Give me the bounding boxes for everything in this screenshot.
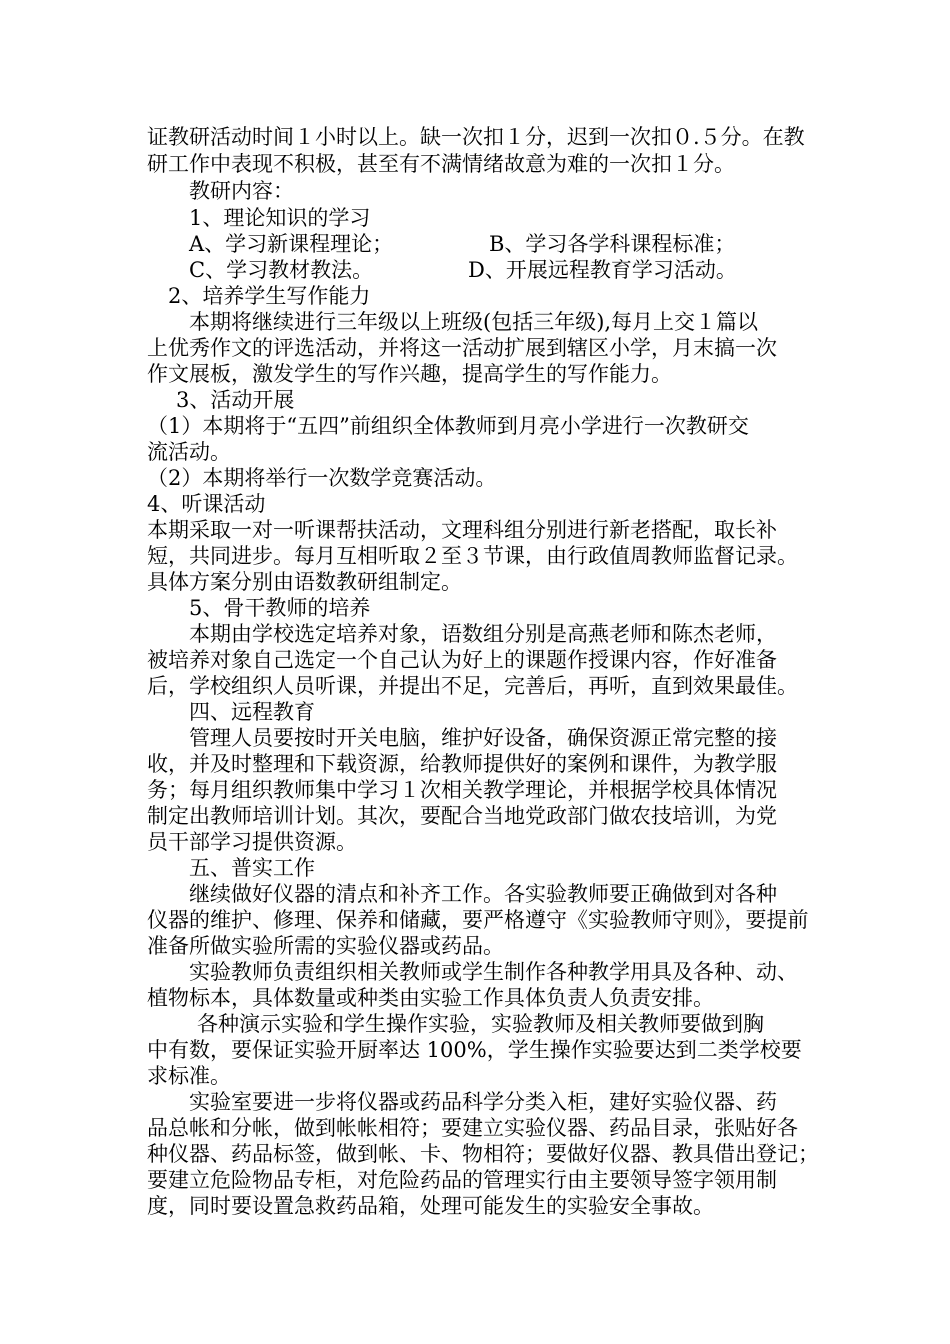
section-heading: 4、听课活动: [147, 492, 266, 516]
text-line: 继续做好仪器的清点和补齐工作。各实验教师要正确做到对各种: [189, 882, 777, 906]
text-line: 求标准。: [147, 1064, 231, 1088]
list-item: D、开展远程教育学习活动。: [468, 258, 737, 282]
text-line: 具体方案分别由语数教研组制定。: [147, 570, 462, 594]
text-line: （1）本期将于“五四”前组织全体教师到月亮小学进行一次教研交: [147, 414, 749, 438]
section-heading: 五、普实工作: [189, 856, 315, 880]
text-line: 要建立危险物品专柜，对危险药品的管理实行由主要领导签字领用制: [147, 1168, 777, 1192]
section-heading: 2、培养学生写作能力: [168, 284, 371, 308]
text-line: 证教研活动时间１小时以上。缺一次扣１分，迟到一次扣０.５分。在教: [147, 125, 805, 149]
text-line: 收，并及时整理和下载资源，给教师提供好的案例和课件，为教学服: [147, 752, 777, 776]
text-line: 本期采取一对一听课帮扶活动，文理科组分别进行新老搭配，取长补: [147, 518, 777, 542]
list-item: C、学习教材教法。: [189, 258, 374, 282]
text-line: 流活动。: [147, 440, 231, 464]
text-line: 制定出教师培训计划。其次，要配合当地党政部门做农技培训，为党: [147, 804, 777, 828]
text-line: 品总帐和分帐，做到帐帐相符；要建立实验仪器、药品目录，张贴好各: [147, 1116, 798, 1140]
list-item: A、学习新课程理论；: [189, 232, 394, 256]
text-line: 本期由学校选定培养对象，语数组分别是高燕老师和陈杰老师，: [189, 622, 777, 646]
section-heading: 3、活动开展: [176, 388, 295, 412]
text-line: 中有数，要保证实验开厨率达 100%，学生操作实验要达到二类学校要: [147, 1038, 802, 1062]
list-item: B、学习各学科课程标准；: [489, 232, 736, 256]
text-line: 员干部学习提供资源。: [147, 830, 357, 854]
text-line: 管理人员要按时开关电脑，维护好设备，确保资源正常完整的接: [189, 726, 777, 750]
text-line: 上优秀作文的评选活动，并将这一活动扩展到辖区小学，月末搞一次: [147, 336, 777, 360]
text-line: 被培养对象自己选定一个自己认为好上的课题作授课内容，作好准备: [147, 648, 777, 672]
text-line: 仪器的维护、修理、保养和储藏，要严格遵守《实验教师守则》，要提前: [147, 908, 809, 932]
text-line: 教研内容：: [189, 179, 294, 203]
text-line: 各种演示实验和学生操作实验，实验教师及相关教师要做到胸: [197, 1012, 764, 1036]
text-line: 后，学校组织人员听课，并提出不足，完善后，再听，直到效果最佳。: [147, 674, 798, 698]
text-line: 度，同时要设置急救药品箱，处理可能发生的实验安全事故。: [147, 1194, 714, 1218]
text-line: 务；每月组织教师集中学习１次相关教学理论，并根据学校具体情况: [147, 778, 777, 802]
section-heading: 四、远程教育: [189, 700, 315, 724]
text-line: 本期将继续进行三年级以上班级(包括三年级),每月上交１篇以: [189, 310, 759, 334]
text-line: 实验室要进一步将仪器或药品科学分类入柜，建好实验仪器、药: [189, 1090, 777, 1114]
text-line: （2）本期将举行一次数学竞赛活动。: [147, 466, 497, 490]
section-heading: 1、理论知识的学习: [189, 206, 371, 230]
text-line: 短，共同进步。每月互相听取２至３节课，由行政值周教师监督记录。: [147, 544, 798, 568]
text-line: 实验教师负责组织相关教师或学生制作各种教学用具及各种、动、: [189, 960, 798, 984]
section-heading: 5、骨干教师的培养: [189, 596, 371, 620]
text-line: 植物标本，具体数量或种类由实验工作具体负责人负责安排。: [147, 986, 714, 1010]
text-line: 作文展板，激发学生的写作兴趣，提高学生的写作能力。: [147, 362, 672, 386]
text-line: 研工作中表现不积极，甚至有不满情绪故意为难的一次扣１分。: [147, 152, 735, 176]
text-line: 准备所做实验所需的实验仪器或药品。: [147, 934, 504, 958]
text-line: 种仪器、药品标签，做到帐、卡、物相符；要做好仪器、教具借出登记；: [147, 1142, 819, 1166]
